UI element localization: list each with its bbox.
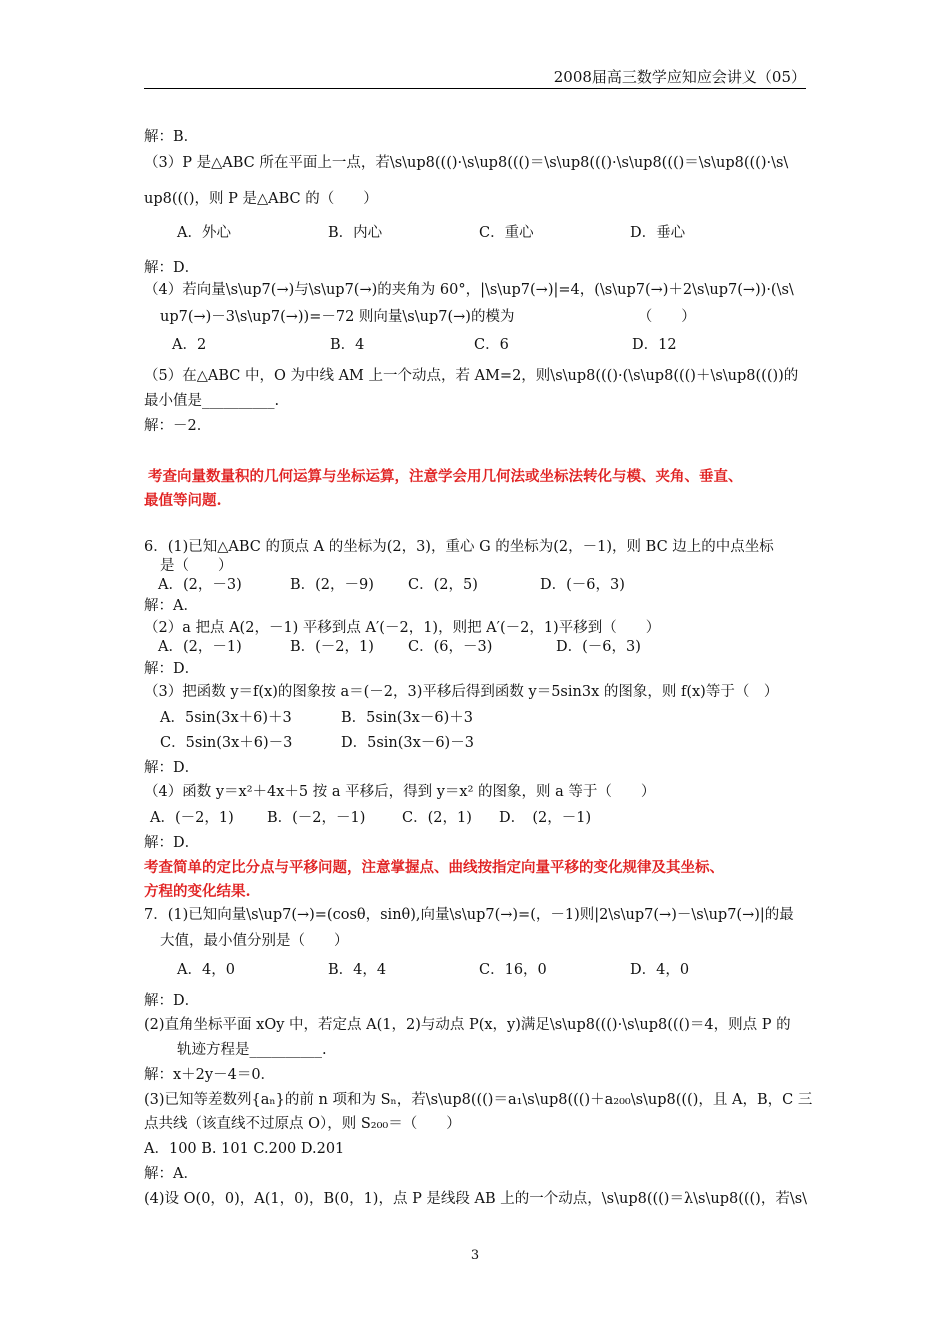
answer-line: 解：－2． <box>144 418 212 434</box>
option-d: D．(－6，3) <box>556 639 641 655</box>
page-header: 2008届高三数学应知应会讲义（05） <box>553 68 806 86</box>
emphasis-note: 考查简单的定比分点与平移问题，注意掌握点、曲线按指定向量平移的变化规律及其坐标、 <box>144 859 724 876</box>
question-line: 大值，最小值分别是（ ） <box>160 933 349 949</box>
option-c: C．(2，5) <box>408 577 478 593</box>
option-c: C．(6，－3) <box>408 639 493 655</box>
emphasis-note: 考查向量数量积的几何运算与坐标运算，注意学会用几何法或坐标法转化与模、夹角、垂直、 <box>148 468 743 485</box>
option-a: A．外心 <box>177 225 231 241</box>
answer-line: 解：A． <box>144 1166 198 1182</box>
emphasis-note: 最值等问题. <box>144 492 222 509</box>
option-d: D． (2，－1) <box>499 810 592 826</box>
page-number: 3 <box>470 1248 480 1263</box>
question-line: 6．(1)已知△ABC 的顶点 A 的坐标为(2，3)，重心 G 的坐标为(2，－1)，则 BC 边上的中点坐标 <box>144 539 774 555</box>
question-line: 点共线（该直线不过原点 O），则 S₂₀₀＝（ ） <box>144 1116 461 1132</box>
options-line: A．100 B. 101 C.200 D.201 <box>144 1141 345 1157</box>
option-a: A．(－2，1) <box>150 810 234 826</box>
option-c: C．5sin(3x＋6)－3 <box>160 735 293 751</box>
option-b: B．4 <box>330 337 365 353</box>
option-d: D．(－6，3) <box>540 577 625 593</box>
option-b: B．(－2，－1) <box>267 810 366 826</box>
question-line: 7．(1)已知向量\s\up7(→)=(cosθ，sinθ),向量\s\up7(→)=(，－1)则|2\s\up7(→)－\s\up7(→)|的最 <box>144 907 794 923</box>
answer-line: 解：D． <box>144 260 200 276</box>
question-line: 是（ ） <box>160 558 233 574</box>
option-b: B．(－2，1) <box>290 639 374 655</box>
answer-line: 解：B． <box>144 129 199 145</box>
option-b: B．内心 <box>328 225 383 241</box>
question-line: up8((()，则 P 是△ABC 的（ ） <box>144 191 378 207</box>
answer-line: 解：x＋2y－4＝0． <box>144 1067 276 1083</box>
question-line: （2）a 把点 A(2，－1) 平移到点 A′(－2，1)，则把 A′(－2，1)平移到（ ） <box>144 620 661 636</box>
option-d: D．垂心 <box>630 225 686 241</box>
option-a: A．2 <box>172 337 207 353</box>
option-a: A．4，0 <box>177 962 235 978</box>
option-c: C．16，0 <box>479 962 547 978</box>
answer-line: 解：D． <box>144 760 200 776</box>
answer-line: 解：A． <box>144 598 198 614</box>
option-b: B．(2，－9) <box>290 577 374 593</box>
question-line: (2)直角坐标平面 xOy 中，若定点 A(1，2)与动点 P(x，y)满足\s\up8((()·\s\up8((()＝4，则点 P 的 <box>144 1017 791 1033</box>
option-c: C．(2，1) <box>402 810 472 826</box>
option-d: D．12 <box>632 337 677 353</box>
option-c: C．6 <box>474 337 509 353</box>
option-c: C．重心 <box>479 225 534 241</box>
option-b: B．4，4 <box>328 962 387 978</box>
option-b: B．5sin(3x－6)＋3 <box>341 710 473 726</box>
header-rule <box>144 88 806 89</box>
question-line: (3)已知等差数列{aₙ}的前 n 项和为 Sₙ，若\s\up8((()＝a₁\s\up8((()＋a₂₀₀\s\up8((()，且 A，B，C 三 <box>144 1092 813 1108</box>
option-d: D．5sin(3x－6)－3 <box>341 735 474 751</box>
question-line: 最小值是__________. <box>144 393 280 409</box>
question-line: up7(→)－3\s\up7(→))=－72 则向量\s\up7(→)的模为 （ ） <box>160 309 696 325</box>
option-a: A．(2，－1) <box>158 639 242 655</box>
question-line: （4）若向量\s\up7(→)与\s\up7(→)的夹角为 60°，|\s\up7(→)|=4，(\s\up7(→)＋2\s\up7(→))·(\s\ <box>144 282 794 298</box>
question-line: (4)设 O(0，0)，A(1，0)，B(0，1)，点 P 是线段 AB 上的一个动点，\s\up8((()＝λ\s\up8((()，若\s\ <box>144 1191 808 1207</box>
option-a: A．(2，－3) <box>158 577 242 593</box>
question-line: （3）把函数 y＝f(x)的图象按 a＝(－2，3)平移后得到函数 y＝5sin3x 的图象，则 f(x)等于（ ） <box>144 684 779 700</box>
question-line: （5）在△ABC 中，O 为中线 AM 上一个动点，若 AM=2，则\s\up8((()·(\s\up8((()＋\s\up8((())的 <box>144 368 799 384</box>
question-line: （4）函数 y＝x²＋4x＋5 按 a 平移后，得到 y＝x² 的图象，则 a 等于（ ） <box>144 784 656 800</box>
option-d: D．4，0 <box>630 962 690 978</box>
answer-line: 解：D． <box>144 661 200 677</box>
question-line: 轨迹方程是__________. <box>177 1042 327 1058</box>
emphasis-note: 方程的变化结果. <box>144 883 251 900</box>
option-a: A．5sin(3x＋6)＋3 <box>160 710 292 726</box>
answer-line: 解：D． <box>144 993 200 1009</box>
question-line: （3）P 是△ABC 所在平面上一点，若\s\up8((()·\s\up8((()＝\s\up8((()·\s\up8((()＝\s\up8((()·\s\ <box>144 155 789 171</box>
answer-line: 解：D． <box>144 835 200 851</box>
